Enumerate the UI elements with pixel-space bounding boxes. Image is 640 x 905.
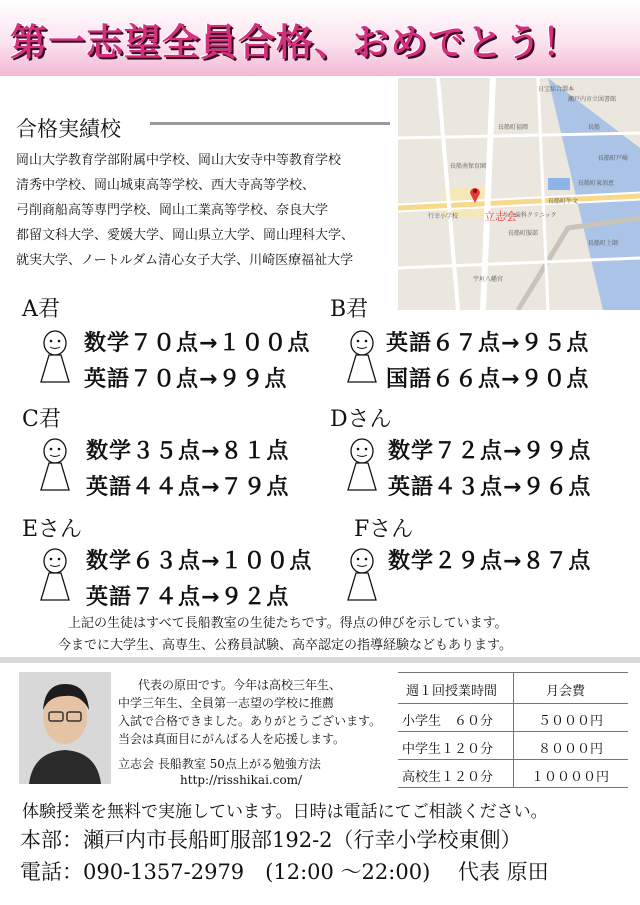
results-title: 合格実績校: [16, 117, 121, 141]
map-label: 長船町服部: [508, 230, 539, 237]
note-line: 今までに大学生、高専生、公務員試験、高卒認定の指導経験などもあります。: [58, 638, 512, 653]
map-label: 瀬戸内市立図書館: [568, 96, 617, 103]
intro-line: 入試で合格できました。ありがとうございます。: [118, 714, 382, 728]
table-cell: 中学生１２０分: [402, 742, 494, 757]
school-line: 就実大学、ノートルダム清心女子大学、川崎医療福祉大学: [16, 253, 354, 268]
location-map[interactable]: [398, 78, 640, 310]
table-cell: ８０００円: [538, 742, 604, 757]
table-cell: 高校生１２０分: [402, 770, 494, 785]
representative-photo: [19, 672, 111, 784]
intro-line: 立志会 長船教室 50点上がる勉強方法: [118, 757, 321, 771]
student-figure-icon: [38, 330, 72, 384]
student-figure-icon: [38, 548, 72, 602]
note-line: 上記の生徒はすべて長船教室の生徒たちです。得点の伸びを示しています。: [68, 616, 508, 631]
score-line: 数学２９点→８７点: [388, 549, 592, 574]
table-header-fee: 月会費: [546, 684, 586, 699]
score-line: 英語６７点→９５点: [386, 331, 590, 356]
map-label: 長船町戸崎: [598, 155, 629, 162]
results-divider: [150, 122, 390, 125]
table-cell: 小学生 ６０分: [402, 714, 494, 729]
school-line: 岡山大学教育学部附属中学校、岡山大安寺中等教育学校: [16, 153, 342, 168]
student-name: A君: [22, 297, 60, 322]
intro-line: 当会は真面目にがんばる人を応援します。: [118, 732, 346, 746]
map-label: 長船南保育園: [450, 163, 487, 170]
intro-line: 中学三年生、全員第一志望の学校に推薦: [118, 696, 335, 710]
score-line: 英語４３点→９６点: [388, 475, 592, 500]
headline: 第一志望全員合格、おめでとう！: [10, 21, 580, 64]
map-label: 行幸小学校: [428, 213, 459, 220]
student-figure-icon: [345, 330, 379, 384]
score-line: 国語６６点→９０点: [386, 367, 590, 392]
table-border: [513, 672, 514, 787]
table-cell: １００００円: [531, 770, 610, 785]
table-border: [398, 787, 628, 788]
score-line: 英語７０点→９９点: [84, 367, 288, 392]
map-label: 長船町福岡: [498, 124, 529, 131]
school-line: 都留文科大学、愛媛大学、岡山県立大学、岡山理科大学、: [16, 228, 355, 243]
map-roads: [398, 78, 640, 310]
score-line: 数学７０点→１００点: [84, 331, 311, 356]
section-divider: [0, 657, 640, 663]
map-label: 小山歯科クリニック: [503, 212, 557, 219]
student-name: Fさん: [354, 517, 414, 542]
map-label: 長船町牛文: [548, 198, 579, 205]
score-line: 英語７４点→９２点: [86, 585, 290, 610]
map-label: 長船: [588, 124, 601, 131]
address-text: 本部：瀬戸内市長船町服部192-2（行幸小学校東側）: [20, 828, 522, 852]
student-name: Dさん: [330, 407, 392, 432]
table-cell: ５０００円: [538, 714, 604, 729]
table-header-time: 週１回授業時間: [406, 684, 498, 699]
score-line: 英語４４点→７９点: [86, 475, 290, 500]
school-line: 弓削商船高等専門学校、岡山工業高等学校、奈良大学: [16, 203, 329, 218]
map-label: 宇垣八幡宮: [473, 276, 504, 283]
student-name: Eさん: [22, 517, 83, 542]
student-name: B君: [330, 297, 369, 322]
website-link[interactable]: http://risshikai.com/: [180, 773, 303, 787]
student-name: C君: [22, 407, 61, 432]
score-line: 数学６３点→１００点: [86, 549, 313, 574]
score-line: 数学７２点→９９点: [388, 439, 592, 464]
trial-text: 体験授業を無料で実施しています。日時は電話にてご相談ください。: [22, 802, 548, 822]
map-label: 長船町東須恵: [578, 180, 615, 187]
student-figure-icon: [38, 438, 72, 492]
person-icon: [19, 672, 111, 784]
school-line: 清秀中学校、岡山城東高等学校、西大寺高等学校、: [16, 178, 316, 193]
map-pin-icon: [468, 184, 482, 204]
map-label: 長船町土師: [588, 240, 619, 247]
student-figure-icon: [345, 548, 379, 602]
intro-line: 代表の原田です。今年は高校三年生、: [138, 678, 342, 692]
student-figure-icon: [345, 438, 379, 492]
score-line: 数学３５点→８１点: [86, 439, 290, 464]
map-marker-label: 立志会: [484, 210, 517, 223]
phone-text[interactable]: 電話：090-1357-2979 (12:00 ～22:00) 代表 原田: [20, 860, 549, 884]
map-label: 日宝綜合製本: [538, 86, 575, 93]
